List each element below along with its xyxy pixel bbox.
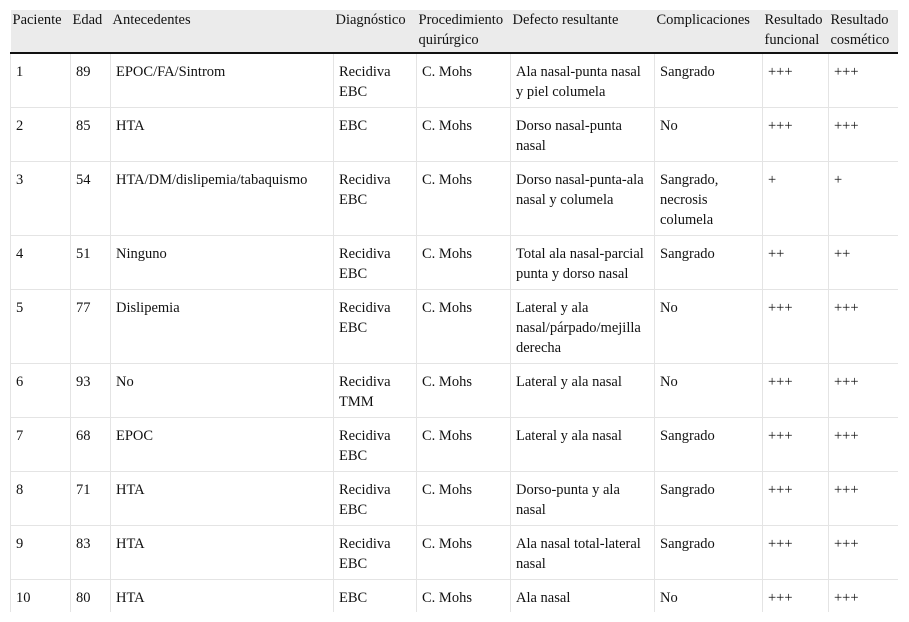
- cell-complicaciones: Sangrado: [655, 418, 763, 472]
- cell-resultado-cosmetico: +++: [829, 53, 899, 108]
- cell-resultado-cosmetico: +: [829, 162, 899, 236]
- cell-antecedentes: HTA: [111, 526, 334, 580]
- cell-procedimiento: C. Mohs: [417, 53, 511, 108]
- cell-resultado-funcional: +++: [763, 418, 829, 472]
- table-row: [11, 364, 899, 418]
- header-diagnostico: Diagnóstico: [334, 10, 417, 53]
- cell-antecedentes: HTA/DM/dislipemia/tabaquismo: [111, 162, 334, 236]
- cell-defecto: Lateral y ala nasal/párpado/mejilla derecha: [511, 290, 655, 364]
- cell-complicaciones: No: [655, 364, 763, 418]
- cell-edad: 51: [71, 236, 111, 290]
- table-row: [11, 290, 899, 364]
- cell-diagnostico: Recidiva EBC: [334, 236, 417, 290]
- cell-resultado-funcional: +++: [763, 108, 829, 162]
- cell-resultado-funcional: +++: [763, 364, 829, 418]
- cell-paciente: 4: [11, 236, 71, 290]
- table-container: [10, 10, 898, 612]
- cell-procedimiento: C. Mohs: [417, 526, 511, 580]
- table-row: [11, 108, 899, 162]
- cell-defecto: Dorso nasal-punta nasal: [511, 108, 655, 162]
- table-row: [11, 236, 899, 290]
- cell-edad: 77: [71, 290, 111, 364]
- cell-paciente: 6: [11, 364, 71, 418]
- table-row: [11, 53, 899, 108]
- cell-defecto: Ala nasal: [511, 580, 655, 613]
- cell-diagnostico: Recidiva EBC: [334, 162, 417, 236]
- cell-edad: 68: [71, 418, 111, 472]
- header-defecto: Defecto resultante: [511, 10, 655, 53]
- cell-defecto: Lateral y ala nasal: [511, 364, 655, 418]
- cell-resultado-cosmetico: +++: [829, 418, 899, 472]
- cell-defecto: Dorso nasal-punta-ala nasal y columela: [511, 162, 655, 236]
- cell-procedimiento: C. Mohs: [417, 236, 511, 290]
- cell-defecto: Total ala nasal-parcial punta y dorso nasal: [511, 236, 655, 290]
- cell-complicaciones: Sangrado: [655, 526, 763, 580]
- cell-complicaciones: No: [655, 580, 763, 613]
- patients-table: [10, 10, 898, 612]
- table-row: [11, 162, 899, 236]
- header-resultado-cosmetico: Resultado cosmético: [829, 10, 899, 53]
- cell-antecedentes: HTA: [111, 580, 334, 613]
- cell-paciente: 3: [11, 162, 71, 236]
- cell-edad: 83: [71, 526, 111, 580]
- cell-diagnostico: Recidiva EBC: [334, 290, 417, 364]
- cell-diagnostico: Recidiva EBC: [334, 472, 417, 526]
- header-procedimiento: Procedimiento quirúrgico: [417, 10, 511, 53]
- table-row: [11, 472, 899, 526]
- cell-paciente: 1: [11, 53, 71, 108]
- cell-resultado-funcional: +++: [763, 53, 829, 108]
- cell-paciente: 7: [11, 418, 71, 472]
- cell-defecto: Ala nasal total-lateral nasal: [511, 526, 655, 580]
- cell-resultado-funcional: ++: [763, 236, 829, 290]
- cell-diagnostico: Recidiva EBC: [334, 418, 417, 472]
- cell-antecedentes: Dislipemia: [111, 290, 334, 364]
- cell-complicaciones: Sangrado: [655, 53, 763, 108]
- cell-resultado-funcional: +++: [763, 290, 829, 364]
- cell-procedimiento: C. Mohs: [417, 290, 511, 364]
- table-body: [11, 53, 899, 612]
- cell-edad: 93: [71, 364, 111, 418]
- header-paciente: Paciente: [11, 10, 71, 53]
- header-row: [11, 10, 899, 53]
- cell-complicaciones: Sangrado: [655, 236, 763, 290]
- cell-edad: 54: [71, 162, 111, 236]
- cell-resultado-cosmetico: +++: [829, 580, 899, 613]
- cell-procedimiento: C. Mohs: [417, 580, 511, 613]
- table-row: [11, 526, 899, 580]
- table-row: [11, 580, 899, 613]
- cell-complicaciones: Sangrado: [655, 472, 763, 526]
- cell-procedimiento: C. Mohs: [417, 162, 511, 236]
- cell-resultado-cosmetico: +++: [829, 364, 899, 418]
- cell-resultado-funcional: +++: [763, 472, 829, 526]
- cell-resultado-cosmetico: +++: [829, 108, 899, 162]
- cell-paciente: 5: [11, 290, 71, 364]
- cell-diagnostico: EBC: [334, 580, 417, 613]
- cell-diagnostico: Recidiva EBC: [334, 526, 417, 580]
- cell-edad: 71: [71, 472, 111, 526]
- cell-resultado-cosmetico: +++: [829, 472, 899, 526]
- cell-defecto: Dorso-punta y ala nasal: [511, 472, 655, 526]
- cell-paciente: 8: [11, 472, 71, 526]
- cell-paciente: 2: [11, 108, 71, 162]
- cell-edad: 85: [71, 108, 111, 162]
- cell-antecedentes: EPOC: [111, 418, 334, 472]
- table-row: [11, 418, 899, 472]
- cell-resultado-funcional: +: [763, 162, 829, 236]
- cell-antecedentes: HTA: [111, 108, 334, 162]
- cell-complicaciones: No: [655, 290, 763, 364]
- cell-resultado-cosmetico: +++: [829, 290, 899, 364]
- header-complicaciones: Complicaciones: [655, 10, 763, 53]
- header-edad: Edad: [71, 10, 111, 53]
- cell-procedimiento: C. Mohs: [417, 418, 511, 472]
- cell-paciente: 9: [11, 526, 71, 580]
- cell-antecedentes: No: [111, 364, 334, 418]
- cell-resultado-cosmetico: ++: [829, 236, 899, 290]
- header-antecedentes: Antecedentes: [111, 10, 334, 53]
- cell-paciente: 10: [11, 580, 71, 613]
- cell-complicaciones: Sangrado, necrosis columela: [655, 162, 763, 236]
- cell-diagnostico: Recidiva EBC: [334, 53, 417, 108]
- cell-complicaciones: No: [655, 108, 763, 162]
- cell-resultado-funcional: +++: [763, 526, 829, 580]
- cell-resultado-funcional: +++: [763, 580, 829, 613]
- cell-edad: 80: [71, 580, 111, 613]
- cell-resultado-cosmetico: +++: [829, 526, 899, 580]
- cell-antecedentes: Ninguno: [111, 236, 334, 290]
- cell-procedimiento: C. Mohs: [417, 108, 511, 162]
- cell-diagnostico: EBC: [334, 108, 417, 162]
- cell-antecedentes: HTA: [111, 472, 334, 526]
- cell-procedimiento: C. Mohs: [417, 364, 511, 418]
- header-resultado-funcional: Resultado funcional: [763, 10, 829, 53]
- cell-diagnostico: Recidiva TMM: [334, 364, 417, 418]
- cell-edad: 89: [71, 53, 111, 108]
- cell-antecedentes: EPOC/FA/Sintrom: [111, 53, 334, 108]
- cell-defecto: Ala nasal-punta nasal y piel columela: [511, 53, 655, 108]
- cell-procedimiento: C. Mohs: [417, 472, 511, 526]
- cell-defecto: Lateral y ala nasal: [511, 418, 655, 472]
